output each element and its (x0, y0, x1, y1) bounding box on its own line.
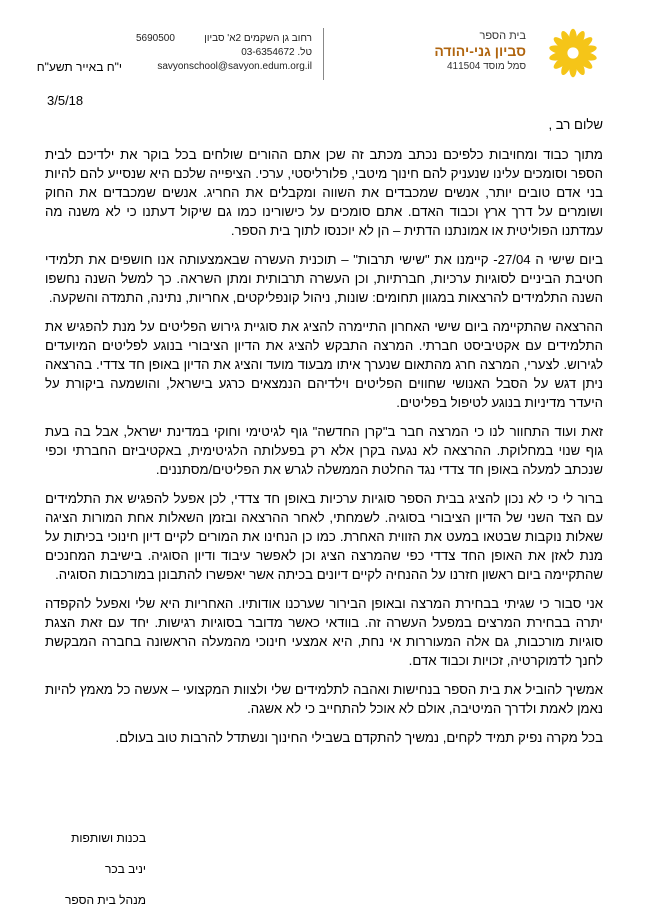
postal-code: 5690500 (136, 33, 175, 44)
phone-number: 03-6354672 (241, 47, 295, 58)
school-identity (414, 30, 526, 73)
salutation: שלום רב , (548, 117, 603, 132)
school-label: בית הספר (479, 30, 526, 42)
signer-name: יניב בכר (104, 862, 146, 876)
hebrew-date: י"ח באייר תשע"ח (36, 60, 122, 74)
email-address[interactable]: savyonschool@savyon.edum.org.il (157, 61, 312, 72)
address-row (136, 32, 312, 46)
signer-title: מנהל בית הספר (65, 893, 146, 907)
paragraph-2: ביום שישי ה 27/04- קיימנו את "שישי תרבות" – תוכנית העשרה שבאמצעותה אנו חושפים את תלמידי חטיבת הביניים לסוגיות ערכיות, חברתיות, וכן העשרה תרבותית ומתן השראה. כך למשל השנה נחשפו השנה התלמידים להרצאות במגוון תחומים: שונות, ניהול קונפליקטים, אחריות, נתינה, התמדה והשקעה. (45, 252, 603, 305)
phone-row (136, 46, 312, 60)
paragraph-6: אני סבור כי שגיתי בבחירת המרצה ובאופן הבירור שערכנו אודותיו. האחריות היא שלי ואפעל להקפדה יתרה בבחירת המרצים במפעל העשרה זה. בוודאי כאשר מדובר בסוגיות רגישות. יחד עם זאת הצגת סוגיות מורכבות, גם אלה המעוררות אי נחת, היא אמצעי חינוכי מהמעלה הראשונה בחברה המבקשת לחנך לדמוקרטיה, זכויות וכבוד אדם. (45, 596, 603, 668)
letter-date: 3/5/18 (47, 93, 84, 108)
paragraph-5: ברור לי כי לא נכון להציג בבית הספר סוגיות ערכיות באופן חד צדדי, לכן אפעל להפגיש את התלמידים עם הצד השני של הדיון הציבורי בסוגיה. לשמחתי, לאחר ההרצאה ובזמן השאלות אחת המורות הציגה שאלות נוקבות שבטאו במעט את הזווית האחרת. כמו כן הנחינו את המורים לקיים דיון חינוכי בכיתות על מנת לאזן את האופן החד צדדי כפי שהמרצה הציג וכן לאפשר עיבוד ודיון הסוגיה. בישיבת המחנכים שהתקיימה ביום ראשון חזרנו על ההנחיה לקיים דיונים בכיתה אשר יאפשרו להתבונן במורכבות הסוגיה. (45, 491, 603, 582)
signature-block (26, 825, 146, 918)
paragraph-3: ההרצאה שהתקיימה ביום שישי האחרון התיימרה להציג את סוגיית גירוש הפליטים על מנת להפגיש את התלמידים עם אקטיביסט חברתי. המרצה התבקש להציג את הדיון הציבורי בנוגע לפליטים המיועדים לגירוש. לצערי, המרצה חרג מהתאום שנערך איתו מבעוד מועד והציג את הדיון באופן חד צדדי. בהרצאה ניתן דגש על הסבל האנושי שחווים הפליטים וילדיהם הנמצאים כרגע בישראל, והושמעה ביקורת על היעדר מדיניות בנוגע לטיפול בפליטים. (45, 319, 603, 410)
paragraph-1: מתוך כבוד ומחויבות כלפיכם נכתב מכתב זה שכן אתם ההורים שולחים בכל בוקר את ילדיכם לבית הספר וסומכים עלינו שנעניק להם חינוך מיטבי, פלורליסטי, ערכי. הציפייה שלכם היא שנסייע להם להיות בני אדם טובים יותר, אנשים שמכבדים את השווה ומקבלים את החריג. אנשים שמכבדים את החוק ושומרים על דרך ארץ וכבוד האדם. אתם סומכים על כישורינו כמו גם שיקול דעתנו כי לא משנה מה עמדתנו הפוליטית או אמונתנו הדתית – הן לא יוכנסו לתוך בית הספר. (45, 147, 603, 238)
closing-phrase: בכנות ושותפות (71, 831, 146, 845)
paragraph-8: בכל מקרה נפיק תמיד לקחים, נמשיך להתקדם בשבילי החינוך ונשתדל להרבות טוב בעולם. (115, 730, 603, 745)
contact-details (136, 32, 312, 74)
school-name: סביון גני-יהודה (434, 43, 526, 60)
school-code: סמל מוסד 411504 (446, 60, 526, 72)
address-text: רחוב גן השקמים 2א' סביון (204, 33, 312, 44)
letterhead-divider (323, 28, 324, 80)
logo-center (567, 47, 578, 58)
email-row (136, 60, 312, 74)
phone-label: טל. (297, 47, 312, 58)
sunflower-logo-icon (545, 25, 601, 81)
paragraph-7: אמשיך להוביל את בית הספר בנחישות ואהבה לתלמידים שלי ולצוות המקצועי – אעשה כל מאמץ להיות נאמן לאמת ולדרך המיטיבה, אולם לא אוכל להתחייב כי לא אשגה. (45, 682, 603, 716)
paragraph-4: זאת ועוד התחוור לנו כי המרצה חבר ב"קרן החדשה" גוף לגיטימי וחוקי במדינת ישראל, אבל בה בעת גוף שנוי במחלוקת. ההרצאה לא נגעה בקרן אלא רק בפעלותה הלגיטימית, באקטיביזם החברתי וכפי שנכתב למעלה באופן חד צדדי נגד החלטת הממשלה לגרש את הפליטים/מסתננים. (45, 424, 603, 477)
letterhead (0, 0, 648, 80)
letter-body (45, 115, 603, 757)
